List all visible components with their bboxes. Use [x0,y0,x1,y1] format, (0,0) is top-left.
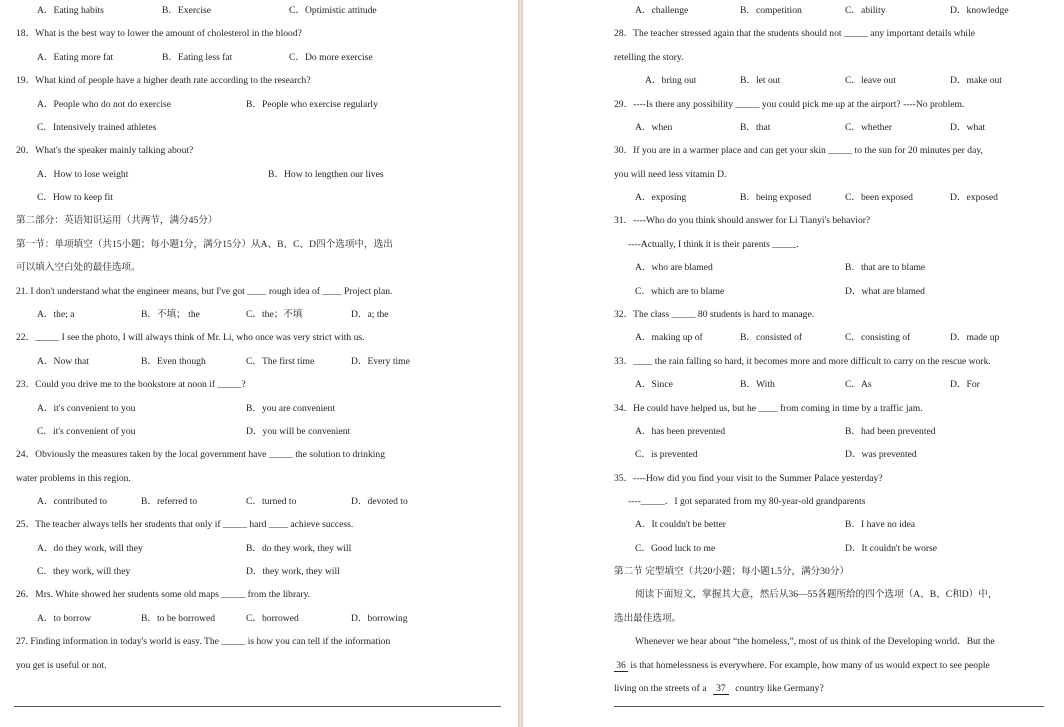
q24-option-b: B．referred to [141,496,198,507]
q19-option-b: B．People who exercise regularly [246,99,378,110]
q21-option-a: A．the; a [37,309,75,320]
q34-option-a: A．has been prevented [635,426,726,437]
q33-option-d: D．For [950,379,980,390]
q26-option-d: D．borrowing [351,613,408,624]
q35-option-b: B．I have no idea [845,519,916,530]
q29-option-b: B．that [740,122,771,133]
q34-option-c: C．is prevented [635,449,698,460]
q35-option-c: C．Good luck to me [635,543,716,554]
q25-option-c: C．they work, will they [37,566,131,577]
q26-option-c: C．borrowed [246,613,299,624]
section2-instructions: 阅读下面短文，掌握其大意，然后从36—55各题所给的四个选项（A、B、C和D）中， [635,589,998,600]
q31-stem: 31．----Who do you think should answer for Li Tianyi's behavior? [614,215,871,226]
section2-heading: 第二节 完型填空（共20小题；每小题1.5分，满分30分） [614,566,850,577]
q30-option-c: C．been exposed [845,192,913,203]
passage-line-3 [614,681,824,697]
q28-option-d: D．make out [950,75,1002,86]
q22-option-c: C．The first time [246,356,315,367]
q23-option-c: C．it's convenient of you [37,426,136,437]
q20-stem: 20．What's the speaker mainly talking about? [16,145,194,156]
q24-stem-cont: water problems in this region. [16,473,131,484]
passage-line-3-before: living on the streets of a [614,683,707,694]
q18-option-b: B．Eating less fat [162,52,233,63]
q29-option-d: D．what [950,122,986,133]
q25-stem: 25．The teacher always tells her students that only if _____ hard ____ achieve success. [16,519,354,530]
part2-heading: 第二部分：英语知识运用（共两节，满分45分） [16,215,218,226]
q25-option-a: A．do they work, will they [37,543,143,554]
right-bottom-rule [614,706,1044,707]
q23-option-a: A．it's convenient to you [37,403,136,414]
q19-option-a: A．People who do not do exercise [37,99,172,110]
q34-option-d: D．was prevented [845,449,917,460]
q34-stem: 34．He could have helped us, but he ____ from coming in time by a traffic jam. [614,403,923,414]
q22-option-a: A．Now that [37,356,89,367]
q22-option-d: D．Every time [351,356,410,367]
passage-line-3-after: country like Germany? [735,683,824,694]
q29-option-c: C．whether [845,122,892,133]
q35-option-d: D．It couldn't be worse [845,543,938,554]
q22-option-b: B．Even though [141,356,206,367]
q34-option-b: B．had been prevented [845,426,936,437]
q20-option-c: C．How to keep fit [37,192,113,203]
passage-line-2-text: is that homelessness is everywhere. For example, how many of us would expect to see people [630,660,990,671]
q18-option-c: C．Do more exercise [289,52,373,63]
q31-option-b: B．that are to blame [845,262,926,273]
q33-option-b: B．With [740,379,775,390]
q29-option-a: A．when [635,122,673,133]
q17-option-a: A．Eating habits [37,5,104,16]
q33-option-a: A．Since [635,379,673,390]
q29-stem: 29．----Is there any possibility _____ you could pick me up at the airport? ----No problem. [614,99,965,110]
q21-option-b: B．不填； the [141,309,200,320]
q27-option-c: C．ability [845,5,886,16]
q23-option-d: D．you will be convenient [246,426,351,437]
q28-stem: 28．The teacher stressed again that the students should not _____ any important details while [614,28,976,39]
q28-option-a: A．bring out [645,75,697,86]
q28-stem-cont: retelling the story. [614,52,684,63]
q35-stem-cont: ----_____．I got separated from my 80-year-old grandparents [628,496,866,507]
q22-stem: 22．_____ I see the photo, I will always think of Mr. Li, who once was very strict with us. [16,332,365,343]
passage-line-1: Whenever we hear about “the homeless,”, most of us think of the Developing world．But the [635,636,995,647]
q32-option-b: B．consisted of [740,332,803,343]
q33-stem: 33．____ the rain falling so hard, it becomes more and more difficult to carry on the rescue work. [614,356,991,367]
section1-instructions-cont: 可以填入空白处的最佳选项。 [16,262,141,273]
q19-stem: 19．What kind of people have a higher death rate according to the research? [16,75,311,86]
blank-37: 37 [713,683,729,695]
q26-stem: 26．Mrs. White showed her students some old maps _____ from the library. [16,589,311,600]
q17-option-c: C．Optimistic attitude [289,5,377,16]
q28-option-c: C．leave out [845,75,896,86]
q32-option-c: C．consisting of [845,332,911,343]
q26-option-b: B．to be borrowed [141,613,216,624]
q33-option-c: C．As [845,379,872,390]
q20-option-b: B．How to lengthen our lives [268,169,384,180]
section2-instructions-cont: 选出最佳选项。 [614,613,682,624]
q20-option-a: A．How to lose weight [37,169,129,180]
q27-stem: 27. Finding information in today's world is easy. The _____ is how you can tell if the information [16,636,391,647]
q24-stem: 24．Obviously the measures taken by the local government have _____ the solution to drinking [16,449,386,460]
q31-stem-cont: ----Actually, I think it is their parents _____. [628,239,799,250]
q30-stem: 30．If you are in a warmer place and can get your skin _____ to the sun for 20 minutes per day, [614,145,983,156]
right-page [523,0,1064,727]
q17-option-b: B．Exercise [162,5,212,16]
left-bottom-rule [14,706,501,707]
section1-instructions: 第一节：单项填空（共15小题；每小题1分，满分15分）从A、B、C、D四个选项中，选出 [16,239,393,250]
q31-option-d: D．what are blamed [845,286,925,297]
q32-option-a: A．making up of [635,332,703,343]
q19-option-c: C．Intensively trained athletes [37,122,157,133]
q21-option-d: D．a; the [351,309,389,320]
q30-stem-cont: you will need less vitamin D. [614,169,727,180]
q18-stem: 18．What is the best way to lower the amount of cholesterol in the blood? [16,28,302,39]
q25-option-b: B．do they work, they will [246,543,352,554]
q27-option-d: D．knowledge [950,5,1009,16]
q35-stem: 35．----How did you find your visit to the Summer Palace yesterday? [614,473,883,484]
q30-option-a: A．exposing [635,192,687,203]
q30-option-d: D．exposed [950,192,998,203]
q32-stem: 32．The class _____ 80 students is hard to manage. [614,309,815,320]
q18-option-a: A．Eating more fat [37,52,114,63]
q27-stem-cont: you get is useful or not. [16,660,107,671]
q26-option-a: A．to borrow [37,613,92,624]
passage-line-2 [614,658,990,674]
q28-option-b: B．let out [740,75,781,86]
q27-option-a: A．challenge [635,5,689,16]
q27-option-b: B．competition [740,5,802,16]
q35-option-a: A．It couldn't be better [635,519,726,530]
q24-option-c: C．turned to [246,496,297,507]
q30-option-b: B．being exposed [740,192,812,203]
q23-stem: 23．Could you drive me to the bookstore at noon if _____? [16,379,246,390]
q24-option-a: A．contributed to [37,496,108,507]
q31-option-c: C．which are to blame [635,286,725,297]
q25-option-d: D．they work, they will [246,566,340,577]
q24-option-d: D．devoted to [351,496,408,507]
q31-option-a: A．who are blamed [635,262,713,273]
q32-option-d: D．made up [950,332,1000,343]
q21-option-c: C．the；不填 [246,309,303,320]
left-page [0,0,518,727]
q21-stem: 21. I don't understand what the engineer means, but I've got ____ rough idea of ____ Project plan. [16,286,393,297]
q23-option-b: B．you are convenient [246,403,335,414]
blank-36: 36 [614,660,628,672]
